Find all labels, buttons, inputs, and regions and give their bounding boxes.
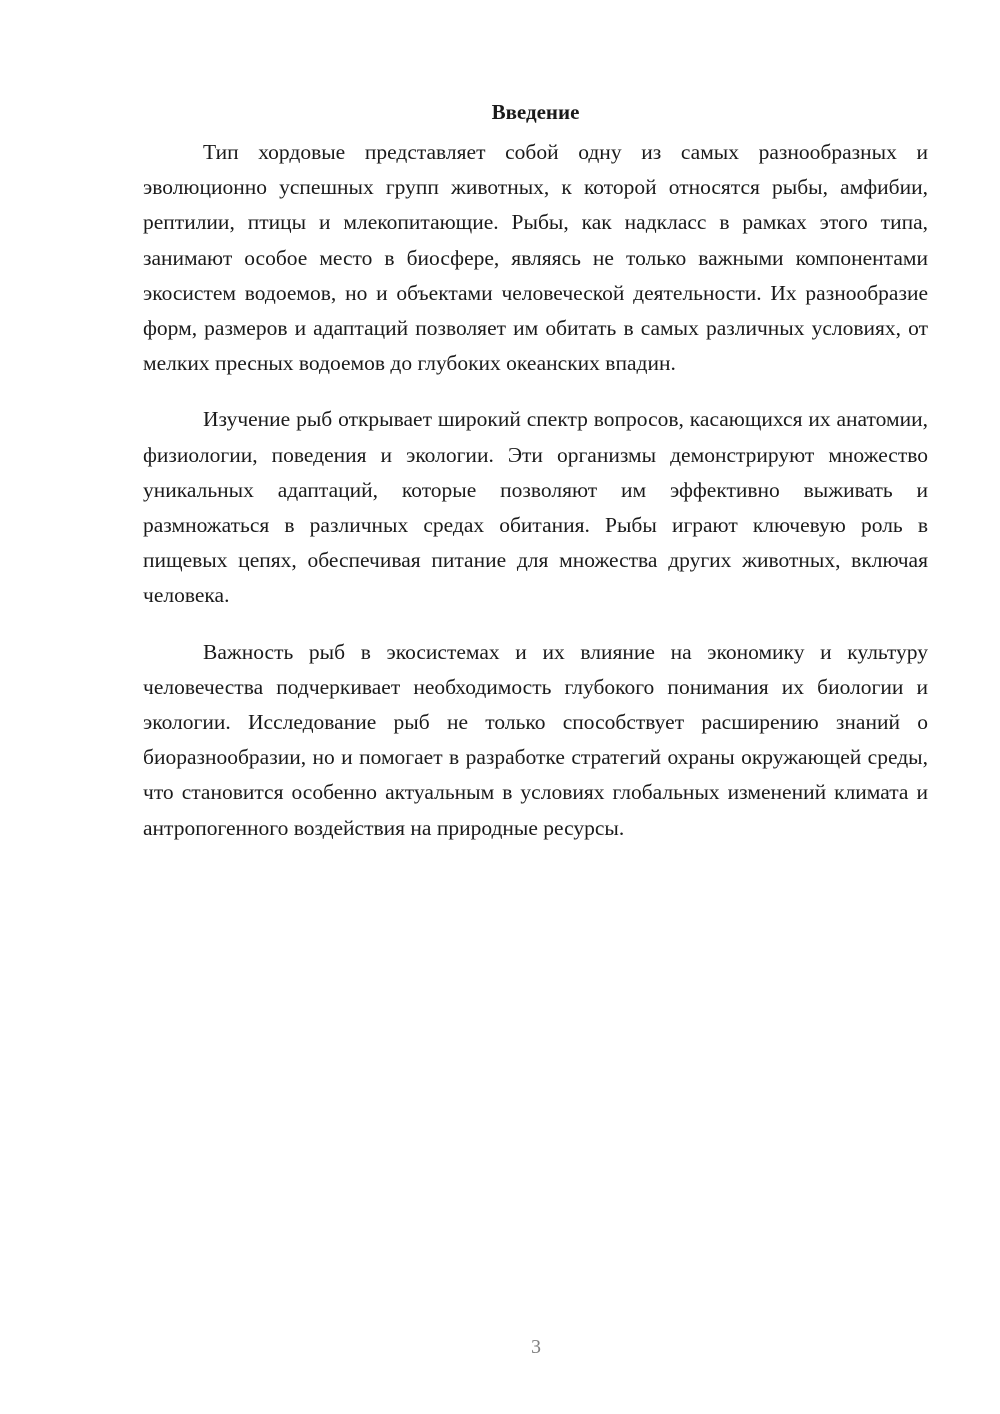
paragraph-2: Изучение рыб открывает широкий спектр вопросов, касающихся их анатомии, физиологии, поведения и экологии. Эти организмы демонстрируют множество уникальных адаптаций, которые позволяют им эффективно выживать и размножаться в различных средах обитания. Рыбы играют ключевую роль в пищевых цепях, обеспечивая питание для множества других животных, включая человека. [143, 407, 928, 608]
page-number: 3 [531, 1336, 541, 1358]
page-content [143, 97, 928, 867]
paragraph-3: Важность рыб в экосистемах и их влияние на экономику и культуру человечества подчеркивает необходимость глубокого понимания их биологии и экологии. Исследование рыб не только способствует расширению знаний о биоразнообразии, но и помогает в разработке стратегий охраны окружающей среды, что становится особенно актуальным в условиях глобальных изменений климата и антропогенного воздействия на природные ресурсы. [143, 639, 928, 840]
section-title: Введение [491, 100, 580, 124]
paragraph-1: Тип хордовые представляет собой одну из самых разнообразных и эволюционно успешных групп животных, к которой относятся рыбы, амфибии, рептилии, птицы и млекопитающие. Рыбы, как надкласс в рамках этого типа, занимают особое место в биосфере, являясь не только важными компонентами экосистем водоемов, но и объектами человеческой деятельности. Их разнообразие форм, размеров и адаптаций позволяет им обитать в самых различных условиях, от мелких пресных водоемов до глубоких океанских впадин. [143, 140, 928, 376]
